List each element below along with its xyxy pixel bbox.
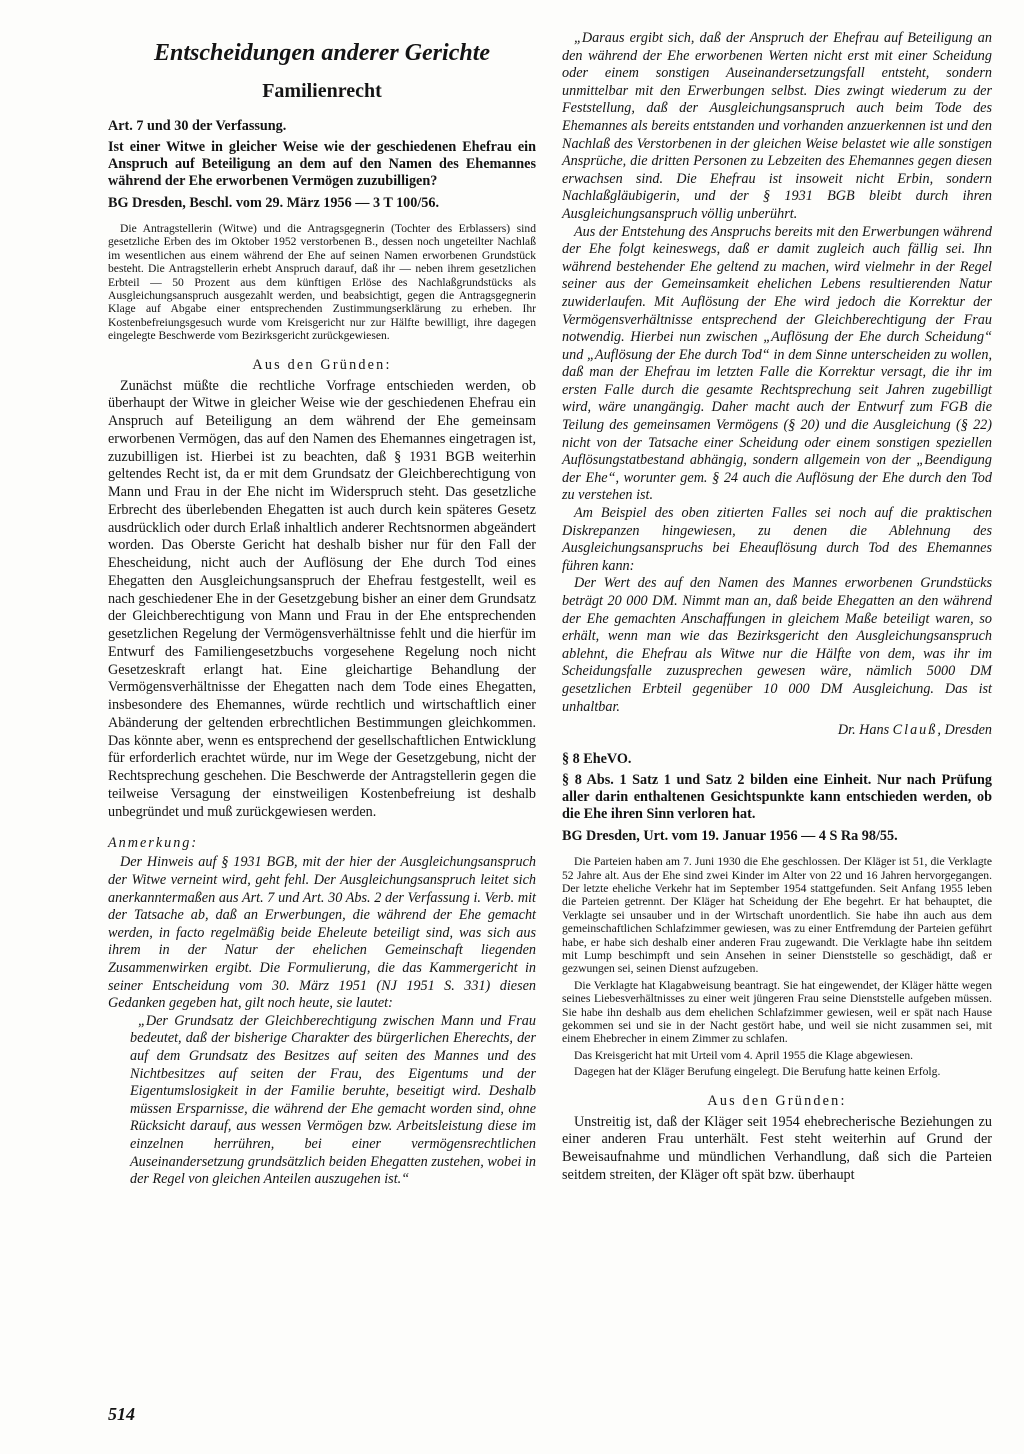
case1-question: Ist einer Witwe in gleicher Weise wie der geschiedenen Ehefrau ein Anspruch auf Beteiligung an dem auf den Namen des Ehemannes während der Ehe erworbenen Vermögen zuzubilligen?	[108, 139, 536, 189]
note-signature	[562, 722, 992, 739]
section-title: Entscheidungen anderer Gerichte	[153, 40, 491, 66]
case1-reasons: Zunächst müßte die rechtliche Vorfrage entschieden werden, ob überhaupt der Witwe in gleicher Weise wie der geschiedenen Ehefrau ein Anspruch auf Beteiligung an dem während der Ehe gemeinsam erworbenen Vermögen, das auf den Namen des Ehemannes eingetragen ist, zuzubilligen ist. Hierbei ist zu beachten, daß § 1931 BGB weiterhin geltendes Recht ist, da er mit dem Grundsatz der Gleichberechtigung von Mann und Frau in der Ehe nicht im Widerspruch steht. Das gesetzliche Erbrecht des überlebenden Ehegatten ist auch durch kein späteres Gesetz ausdrücklich oder durch Erlaß inhaltlich anderer Rechtsnormen abgeändert worden. Das Oberste Gericht hat deshalb bisher nur für den Fall der Ehescheidung, nicht auch der Auflösung der Ehe durch Tod eines Ehegatten den Ausgleichungsanspruch der Ehefrau festgestellt, weil es nach geschiedener Ehe in der Gesetzgebung bisher an einer dem Grundsatz der Gleichberechtigung von Mann und Frau in der Ehe entsprechenden gesetzlichen Regelung der Vermögensverhältnisse fehlt und die hierfür im Entwurf des Familiengesetzbuchs vorgesehene Regelung noch nicht Gesetzeskraft erlangt hat. Eine gleichartige Behandlung der Vermögensverhältnisse der Ehegatten nach dem Tode eines Ehegatten, insbesondere des Ehemannes, würde rechtlich und wirtschaftlich einer Abänderung der geltenden erbrechtlichen Bestimmungen gleichkommen. Das könnte aber, wenn es entsprechend der gesellschaftlichen Entwicklung für erforderlich erachtet würde, nur im Wege der Gesetzgebung, nicht der Rechtsprechung geschehen. Die Beschwerde der Antragstellerin gegen die teilweise Versagung der einstweiligen Kostenbefreiung ist deshalb unbegründet und muß zurückgewiesen werden.	[108, 377, 536, 820]
case1-reasons-heading: Aus den Gründen:	[252, 356, 392, 373]
case2-headnote: § 8 Abs. 1 Satz 1 und Satz 2 bilden eine Einheit. Nur nach Prüfung aller darin enthaltenen Gesichtspunkte kann entschieden werden, ob die Ehe ihren Sinn verloren hat.	[562, 772, 992, 823]
case1-facts: Die Antragstellerin (Witwe) und die Antragsgegnerin (Tochter des Erblassers) sind gesetzliche Erben des im Oktober 1952 verstorbenen B., dessen noch ungeteilter Nachlaß im wesentlichen aus einem während der Ehe auf seinen Namen erworbenen Grundstück besteht. Die Antragstellerin erhebt Anspruch darauf, daß ihr — neben ihrem gesetzlichen Erbteil — 50 Prozent aus dem künftigen Erlöse des Nachlaßgrundstücks als Ausgleichungsanspruch ausgezahlt werden, und beabsichtigt, gegen die Antragsgegnerin Klage auf Abgabe einer entsprechenden Zustimmungserklärung zu erheben. Ihr Kostenbefreiungsgesuch wurde vom Kreisgericht nur zur Hälfte bewilligt, ihre dagegen eingelegte Beschwerde vom Bezirksgericht zurückgewiesen.	[108, 222, 536, 343]
note-paragraph-3: Aus der Entstehung des Anspruchs bereits mit den Erwerbungen während der Ehe folgt keineswegs, daß er damit zugleich auch fällig sei. Ihn während bestehender Ehe geltend zu machen, wird vielmehr in der Regel seiner aus der Gemeinsamkeit ehelichen Lebens resultierenden Natur zuwiderlaufen. Mit Auflösung der Ehe wird jedoch die Korrektur der Vermögensverhältnisse entsprechend der Gleichberechtigung der Frau notwendig. Hierbei nun zwischen „Auflösung der Ehe durch Scheidung“ und „Auflösung der Ehe durch Tod“ in dem Sinne unterscheiden zu wollen, daß man der Ehefrau im letzten Falle die Korrektur versagt, die ihr im ersten Falle durch die gesamte Rechtsprechung seit Jahren zugebilligt wird, wäre unangängig. Daher macht auch der Entwurf zum FGB die Teilung des gemeinsamen Vermögens (§ 20) und die Ausgleichung (§ 22) nicht von der Tatsache einer Scheidung oder einem sonstigen speziellen Auflösungstatbestand abhängig, sondern allgemein von der „Beendigung der Ehe“, worunter gem. § 24 auch die Auflösung der Ehe durch den Tod zu verstehen ist.	[562, 223, 992, 504]
case2-facts-1: Die Parteien haben am 7. Juni 1930 die Ehe geschlossen. Der Kläger ist 51, die Verklagte 52 Jahre alt. Aus der Ehe sind zwei Kinder im Alter von 22 und 16 Jahren hervorgegangen. Der letzte eheliche Verkehr hat im September 1954 stattgefunden. Seit Anfang 1955 leben die Parteien getrennt. Der Kläger hat Scheidung der Ehe begehrt. Er hat behauptet, die Verklagte sei unsauber und in der Wirtschaft unordentlich. Sie habe ihn auch aus dem gemeinschaftlichen Schlafzimmer gewiesen, was zu einer Entfremdung der Parteien geführt habe, er habe sich deshalb einer anderen Frau zugewandt. Die Verklagte habe ihn seitdem mit Lump beschimpft und sein Ansehen in seiner Dienststelle so geschädigt, daß er gezwungen sei, seinen Dienst aufzugeben.	[562, 855, 992, 976]
note-quote: „Der Grundsatz der Gleichberechtigung zwischen Mann und Frau bedeutet, daß der bisherige Charakter des bürgerlichen Eherechts, der auf dem Grundsatz des Besitzes auf seiten des Mannes und des Nichtbesitzes auf seiten der Frau, des Eigentums und der Eigentumslosigkeit in der Familie beruhte, beseitigt wird. Deshalb müssen Ersparnisse, die während der Ehe gemacht worden sind, ohne Rücksicht darauf, aus wessen Vermögen bzw. Arbeitsleistung diese im einzelnen herrühren, bei einer vermögensrechtlichen Auseinandersetzung grundsätzlich beiden Ehegatten zustehen, wobei in der Regel von gleichen Anteilen auszugehen ist.“	[130, 1012, 536, 1188]
case2-court: BG Dresden, Urt. vom 19. Januar 1956 — 4 S Ra 98/55.	[562, 828, 898, 845]
note-paragraph-5: Der Wert des auf den Namen des Mannes erworbenen Grundstücks beträgt 20 000 DM. Nimmt man an, daß beide Ehegatten an den während der Ehe gemachten Anschaffungen in gleichem Maße beteiligt waren, so erhält, wenn man wie das Bezirksgericht den Ausgleichungsanspruch ablehnt, die Ehefrau als Witwe nur die Hälfte von dem, was ihr im Scheidungsfalle zuzusprechen gewesen wäre, nämlich 5000 DM gesetzlichen Erbteil gegenüber 10 000 DM Ausgleichung. Das ist unhaltbar.	[562, 575, 992, 715]
signature-title: Dr. Hans	[837, 722, 890, 739]
case2-reasons: Unstreitig ist, daß der Kläger seit 1954 ehebrecherische Beziehungen zu einer anderen Frau unterhält. Fest steht weiterhin auf Grund der Beweisaufnahme und mündlichen Verhandlung, daß sich die Parteien seitdem streiten, der Kläger oft spät bzw. überhaupt	[562, 1113, 992, 1183]
note-paragraph-2: „Daraus ergibt sich, daß der Anspruch der Ehefrau auf Beteiligung an den während der Ehe erworbenen Werten nicht erst mit einer Scheidung oder einem sonstigen Auseinandersetzungsfall entsteht, sondern unmittelbar mit den Erwerbungen selbst. Dies zwingt wiederum zu der Feststellung, daß der Ausgleichungsanspruch auch beim Tode des Ehemannes als bereits entstanden und vorhanden anzuerkennen ist und den Nachlaß des Verstorbenen in der gleichen Weise belastet wie alle sonstigen Ansprüche, die dritten Personen zu Lebzeiten des Ehemannes gegen diesen erwachsen sind. Die Ehefrau ist insoweit nicht Erbin, sondern Nachlaßgläubigerin, und der § 1931 BGB bleibt durch ihren Ausgleichungsanspruch völlig unberührt.	[562, 30, 992, 222]
case2-articles: § 8 EheVO.	[562, 751, 632, 768]
signature-name: Clauß	[892, 722, 938, 739]
case2-reasons-heading: Aus den Gründen:	[707, 1092, 847, 1109]
note-paragraph-4: Am Beispiel des oben zitierten Falles sei noch auf die praktischen Diskrepanzen hingewiesen, zu denen die Ablehnung des Ausgleichungsanspruchs bei Eheauflösung durch Tod des Ehemannes führen kann:	[562, 505, 992, 574]
subsection-title: Familienrecht	[262, 80, 382, 102]
case2-facts-2: Die Verklagte hat Klagabweisung beantragt. Sie hat eingewendet, der Kläger hätte wegen seines Liebesverhältnisses zu einer weit jüngeren Frau seine Dienststelle aufgeben müssen. Sie habe ihn deshalb aus dem ehelichen Schlafzimmer gewiesen, weil er spät nach Hause gekommen sei und sie in der Nacht gestört habe, und weil sie nicht zusammen sei, mit einem Ehebrecher in einem Zimmer zu schlafen.	[562, 978, 992, 1046]
left-column	[108, 30, 536, 1189]
note-heading: Anmerkung:	[108, 835, 199, 852]
case2-facts-4: Dagegen hat der Kläger Berufung eingelegt. Die Berufung hatte keinen Erfolg.	[574, 1065, 941, 1079]
right-column	[562, 30, 992, 1185]
page-number: 514	[108, 1404, 135, 1424]
case2-facts-3: Das Kreisgericht hat mit Urteil vom 4. April 1955 die Klage abgewiesen.	[574, 1048, 914, 1062]
signature-place: , Dresden	[937, 722, 992, 739]
note-paragraph-1: Der Hinweis auf § 1931 BGB, mit der hier der Ausgleichungsanspruch der Witwe verneint wird, geht fehl. Der Ausgleichungsanspruch leitet sich anerkanntermaßen aus Art. 7 und Art. 30 Abs. 2 der Verfassung i. Verb. mit der Tatsache ab, daß an Erwerbungen, die während der Ehe gemacht werden, in facto regelmäßig beide Eheleute beteiligt sind, was sich aus ihrem in der Natur der ehelichen Gemeinschaft liegenden Zusammenwirken ergibt. Die Formulierung, die das Kammergericht in seiner Entscheidung vom 30. März 1951 (NJ 1951 S. 331) diesen Gedanken gegeben hat, gilt noch heute, sie lautet:	[108, 854, 536, 1012]
case1-court: BG Dresden, Beschl. vom 29. März 1956 — 3 T 100/56.	[108, 195, 440, 211]
case1-articles: Art. 7 und 30 der Verfassung.	[108, 118, 287, 134]
